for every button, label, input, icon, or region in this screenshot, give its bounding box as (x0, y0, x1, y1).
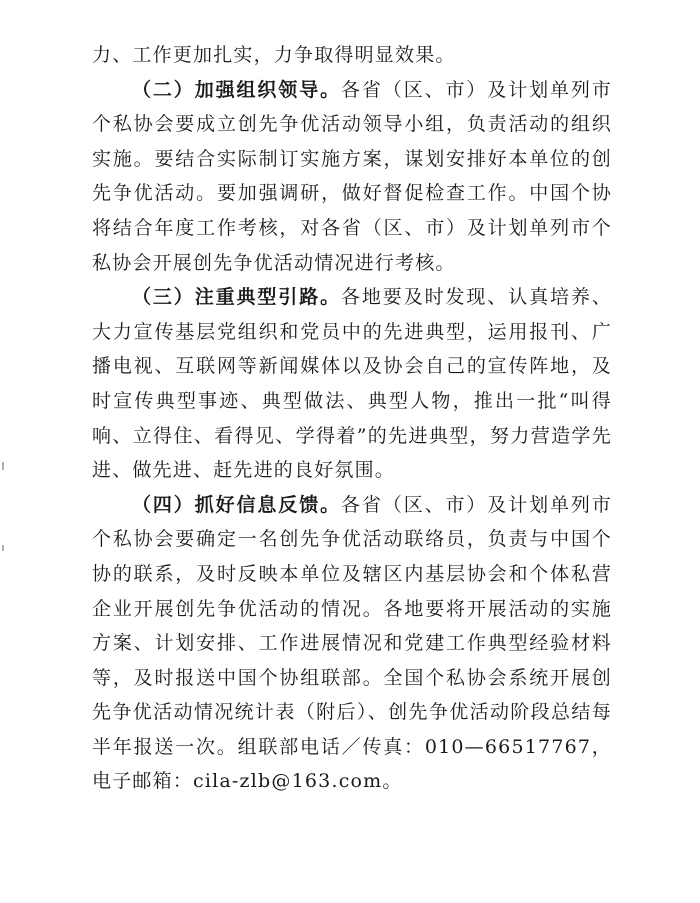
paragraph-text: 各地要及时发现、认真培养、大力宣传基层党组织和党员中的先进典型，运用报刊、广播电视、互联网等新闻媒体以及协会自己的宣传阵地，及时宣传典型事迹、典型做法、典型人物，推出一批“叫得响、立得住、看得见、学得着”的先进典型，努力营造学先进、做先进、赶先进的良好氛围。 (92, 286, 612, 482)
section-heading: （二）加强组织领导。 (132, 78, 341, 101)
paragraph-typical-examples (92, 280, 612, 488)
paragraph-text: 各省（区、市）及计划单列市个私协会要成立创先争优活动领导小组，负责活动的组织实施。要结合实际制订实施方案，谋划安排好本单位的创先争优活动。要加强调研，做好督促检查工作。中国个协将结合年度工作考核，对各省（区、市）及计划单列市个私协会开展创先争优活动情况进行考核。 (92, 78, 612, 274)
document-page (92, 38, 612, 799)
scan-margin-mark (2, 545, 4, 551)
paragraph-continuation (92, 38, 612, 73)
paragraph-text: 各省（区、市）及计划单列市个私协会要确定一名创先争优活动联络员，负责与中国个协的联系，及时反映本单位及辖区内基层协会和个体私营企业开展创先争优活动的情况。各地要将开展活动的实施方案、计划安排、工作进展情况和党建工作典型经验材料等，及时报送中国个协组联部。全国个私协会系统开展创先争优活动情况统计表（附后）、创先争优活动阶段总结每半年报送一次。组联部电话／传真：010—66517767，电子邮箱：cila-zlb@163.com。 (92, 493, 612, 793)
section-heading: （四）抓好信息反馈。 (132, 493, 341, 516)
paragraph-information-feedback (92, 488, 612, 799)
paragraph-organization-leadership (92, 73, 612, 281)
section-heading: （三）注重典型引路。 (132, 286, 341, 309)
paragraph-text: 力、工作更加扎实，力争取得明显效果。 (92, 44, 456, 66)
scan-margin-mark (2, 462, 4, 470)
